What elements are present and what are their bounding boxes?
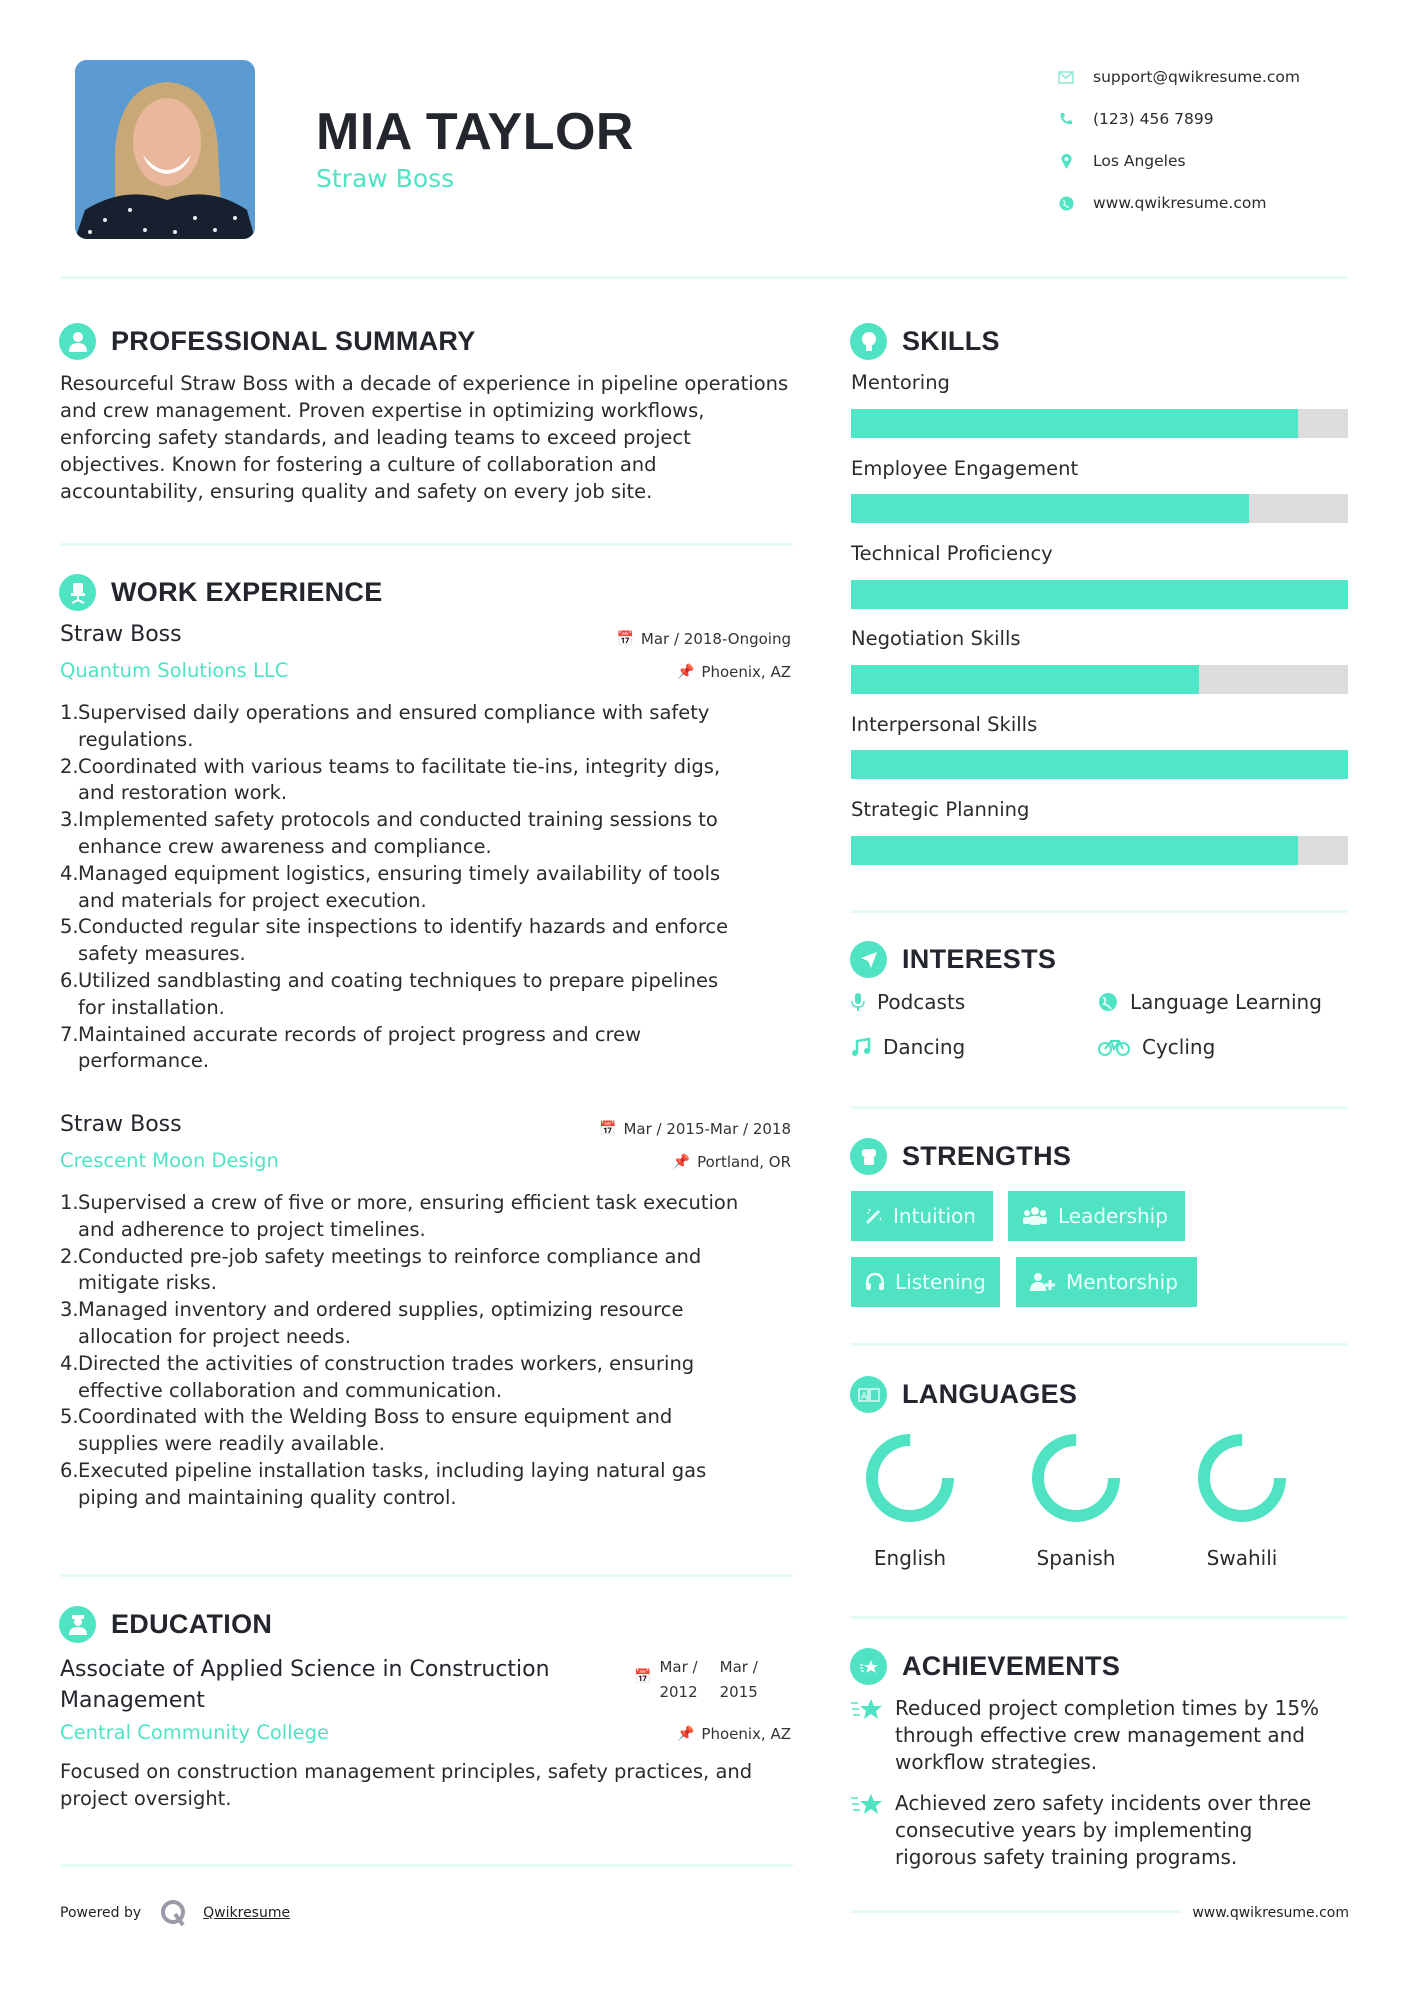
strength-tag: Mentorship [1016,1257,1197,1307]
list-item: 4. Managed equipment logistics, ensuring timely availability of tools and materials for project execution. [60,861,721,912]
skill-label: Interpersonal Skills [851,713,1038,736]
language-item: Spanish [1016,1432,1136,1570]
skill-bar [851,836,1348,865]
education-divider [60,1864,793,1867]
education-degree: Associate of Applied Science in Construction Management [60,1657,550,1713]
job-1-bullets [60,700,800,1075]
envelope-icon [1053,71,1079,84]
experience-divider [60,1574,793,1577]
list-item: 2. Conducted pre-job safety meetings to reinforce compliance and mitigate risks. [60,1244,702,1295]
contact-email[interactable] [1053,56,1300,98]
list-item: 1. Supervised daily operations and ensured compliance with safety regulations. [60,701,710,751]
skill-label: Employee Engagement [851,457,1079,480]
qwikresume-link[interactable]: Qwikresume [203,1905,291,1921]
microphone-icon [851,992,865,1012]
user-icon [59,323,96,360]
job-2-dates: 📅 Mar / 2015-Mar / 2018 [599,1120,791,1138]
email-text: support@qwikresume.com [1093,68,1300,86]
globe-icon [1098,992,1118,1012]
summary-text: Resourceful Straw Boss with a decade of experience in pipeline operations and crew management. Proven expertise in optimizing workflows, enforcing safety standards, and leading teams to exceed project objectives. Known for fostering a culture of collaboration and accountability, ensuring quality and safety on every job site. [60,372,789,503]
profile-photo [75,60,255,239]
list-item: 2. Coordinated with various teams to facilitate tie-ins, integrity digs, and restoration work. [60,754,721,805]
job-1-title: Straw Boss [60,622,182,647]
map-pin-icon [1053,154,1079,169]
summary-heading: PROFESSIONAL SUMMARY [59,323,476,360]
job-2-location: 📌 Portland, OR [672,1153,791,1171]
education-location: 📌 Phoenix, AZ [676,1725,791,1743]
education-dates: 📅 Mar / 2012 Mar / 2015 [634,1655,758,1705]
education-school: Central Community College [60,1721,330,1744]
footer-powered-by: Powered by Qwikresume [60,1898,290,1928]
header-divider [60,276,1348,279]
fist-icon [850,1138,887,1175]
candidate-name: MIA TAYLOR [316,103,634,161]
user-plus-icon [1030,1272,1056,1292]
interest-item: Language Learning [1098,990,1322,1014]
calendar-icon: 📅 [634,1669,652,1685]
pushpin-icon: 📌 [672,1154,691,1170]
pushpin-icon: 📌 [676,1726,695,1742]
language-level-ring [864,1432,956,1524]
list-item: 1. Supervised a crew of five or more, ensuring efficient task execution and adherence to project timelines. [60,1191,739,1241]
paper-plane-icon [850,941,887,978]
list-item: 4. Directed the activities of construction trades workers, ensuring effective collaboration and communication. [60,1351,695,1402]
interest-item: Podcasts [851,990,965,1014]
strengths-divider [851,1343,1348,1346]
skills-divider [851,910,1348,913]
skill-label: Mentoring [851,371,950,394]
strength-tag: Leadership [1008,1191,1185,1241]
interest-item: Dancing [851,1035,965,1059]
graduate-icon [59,1606,96,1643]
interest-item: Cycling [1098,1035,1215,1059]
star-badge-icon [850,1648,887,1685]
list-item: 6. Utilized sandblasting and coating techniques to prepare pipelines for installation. [60,968,719,1019]
pushpin-icon: 📌 [676,664,695,680]
skill-bar [851,494,1348,523]
skills-heading: SKILLS [850,323,1000,360]
strengths-heading: STRENGTHS [850,1138,1071,1175]
list-item: 5. Coordinated with the Welding Boss to ensure equipment and supplies were readily available. [60,1405,673,1456]
location-text: Los Angeles [1093,152,1186,170]
footer-website-link[interactable]: www.qwikresume.com [1192,1905,1349,1921]
phone-text: (123) 456 7899 [1093,110,1214,128]
contact-phone[interactable] [1053,98,1300,140]
headphones-icon [865,1272,885,1292]
contact-list [1053,56,1300,224]
list-item: 6. Executed pipeline installation tasks, including laying natural gas piping and maintaining quality control. [60,1458,707,1509]
strength-tag: Listening [851,1257,1000,1307]
achievement-item: Achieved zero safety incidents over three consecutive years by implementing rigorous safety training programs. [850,1790,1350,1871]
list-item: 3. Managed inventory and ordered supplies, optimizing resource allocation for project needs. [60,1298,684,1348]
languages-heading: A LANGUAGES [850,1376,1077,1413]
achievements-heading: ACHIEVEMENTS [850,1648,1120,1685]
lightbulb-icon [850,323,887,360]
education-heading: EDUCATION [59,1606,272,1643]
job-1-dates: 📅 Mar / 2018-Ongoing [616,630,791,648]
list-item: 5. Conducted regular site inspections to identify hazards and enforce safety measures. [60,915,729,966]
calendar-icon: 📅 [599,1121,617,1137]
interests-heading: INTERESTS [850,941,1056,978]
music-icon [851,1037,871,1057]
experience-heading: WORK EXPERIENCE [59,574,383,611]
skill-bar [851,580,1348,609]
skill-bar [851,409,1348,438]
calendar-icon: 📅 [616,631,634,647]
achievement-item: Reduced project completion times by 15% through effective crew management and workflow strategies. [850,1695,1350,1776]
strength-tag: Intuition [851,1191,993,1241]
job-1-company: Quantum Solutions LLC [60,659,289,682]
contact-location [1053,140,1300,182]
list-item: 3. Implemented safety protocols and conducted training sessions to enhance crew awareness and compliance. [60,808,718,858]
language-level-ring [1030,1432,1122,1524]
language-level-ring [1196,1432,1288,1524]
languages-divider [851,1616,1348,1619]
job-2-title: Straw Boss [60,1112,182,1137]
job-2-bullets [60,1190,800,1512]
candidate-title: Straw Boss [316,164,455,193]
website-text: www.qwikresume.com [1093,194,1267,212]
magic-wand-icon [865,1207,883,1225]
list-item: 7. Maintained accurate records of project progress and crew performance. [60,1022,642,1073]
shooting-star-icon [850,1790,895,1871]
phone-icon [1053,112,1079,126]
qwikresume-logo-icon [159,1898,189,1928]
shooting-star-icon [850,1695,895,1776]
skill-label: Technical Proficiency [851,542,1053,565]
office-chair-icon [59,574,96,611]
achievements-divider [851,1910,1181,1913]
interests-divider [851,1106,1348,1109]
globe-icon [1053,196,1079,211]
job-1-location: 📌 Phoenix, AZ [676,663,791,681]
contact-website[interactable] [1053,182,1300,224]
job-2-company: Crescent Moon Design [60,1149,279,1172]
summary-divider [60,543,793,546]
skill-label: Negotiation Skills [851,627,1021,650]
language-item: Swahili [1182,1432,1302,1570]
users-icon [1022,1206,1048,1226]
translate-icon [850,1376,887,1413]
language-item: English [850,1432,970,1570]
bicycle-icon [1098,1038,1130,1056]
education-description: Focused on construction management principles, safety practices, and project oversight. [60,1760,753,1810]
skill-bar [851,750,1348,779]
svg-text:A: A [860,1391,867,1402]
skill-bar [851,665,1348,694]
skill-label: Strategic Planning [851,798,1030,821]
